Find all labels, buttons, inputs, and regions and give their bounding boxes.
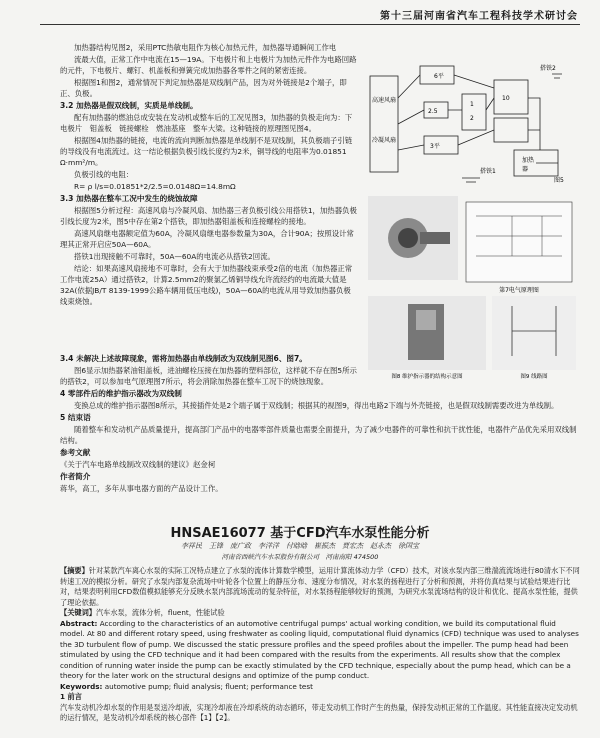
section-heading: 5 结束语 (60, 413, 91, 422)
page-header (0, 0, 600, 28)
keywords-en-label: Keywords: (60, 681, 103, 691)
figure-5-caption: 图5 (554, 177, 564, 184)
paragraph: 根据图5分析过程：高速风扇与冷凝风扇、加热器三者负极引线公用搭铁1，加热器负极引线长度为2米，图5中存在第2个搭铁，即加热器钼盖板和连接螺栓的接地。 (60, 206, 357, 226)
abstract-cn-label: 【摘要】 (60, 566, 89, 575)
paragraph: 根据图1和图2，通常情况下判定加热器是双线制产品，因为对外链接是2个端子，即正、负极。 (60, 78, 347, 98)
paragraph: 变换总成的维护指示器图8所示，其接插件处是2个端子属于双线制；根据其的视图9，得出电路2下端与外壳链接，也是假双线制需要改进为单线制。 (74, 401, 559, 410)
fuse-label: 2.5 (428, 108, 438, 115)
paragraph: 负极引线的电阻： (74, 170, 134, 179)
formula: R= ρ l/s=0.01851*2/2.5=0.0148Ω=14.8mΩ (74, 182, 236, 191)
intro-heading: 1 前言 (60, 692, 82, 701)
section-heading: 3.3 加热器在整车工况中发生的烧蚀故障 (60, 194, 198, 203)
paragraph: 随着整车和发动机产品质量提升，提高部门产品中的电器零部件质量也需要全面提升，为了减少电器件的可靠性和抗干扰性能，电器件产品优先采用双线制结构。 (60, 425, 577, 445)
relay-terminal-b: 2 (470, 115, 474, 122)
figure-9-caption: 图9 线路图 (520, 374, 548, 380)
abstract-block (60, 566, 580, 724)
paragraph: 流最大值，正常工作中电流在15—19A。下电极片和上电极片为加热元件作为电路回路的元件，下电极片、螺钉、机盖板和弹簧完成加热器各零件之间的紧密连接。 (60, 55, 357, 75)
paper-authors: 李祥民 王锋 庞广政 李洋洋 付晗晗 崔振杰 贾宏杰 赵永杰 徐国宝 (181, 542, 419, 550)
section-heading: 4 零部件后的维护指示器改为双线制 (60, 389, 182, 398)
left-column-text (60, 42, 358, 308)
abstract-cn (60, 566, 580, 608)
author-bio-heading: 作者简介 (60, 472, 91, 481)
figure-7-schematic (462, 196, 576, 296)
reference-item: 《关于汽车电路单线制改双线制的建议》赵金柯 (60, 460, 216, 469)
paper-affiliation: 河南省西峡汽车水泵股份有限公司 河南南阳 474500 (221, 553, 379, 561)
relay-6-label: 6平 (434, 73, 444, 80)
keywords-en-text: automotive pump; fluid analysis; fluent; performance test (104, 681, 313, 691)
section-heading: 3.4 未解决上述故障现象，需将加热器由单线制改为双线制见图6、图7。 (60, 354, 307, 363)
author-bio: 蒋华，高工，多年从事电器方面的产品设计工作。 (60, 484, 223, 493)
references-heading: 参考文献 (60, 448, 91, 457)
ground-1-label: 搭铁1 (480, 168, 496, 175)
heater-label: 加热 (522, 157, 535, 164)
figure-6-heater-photo (368, 196, 458, 280)
figure-8-caption: 图8 维护指示器的结构示意图 (391, 374, 463, 380)
paragraph: 加热器结构见图2，采用PTC热敏电阻作为核心加热元件，加热器导通瞬间工作电 (74, 43, 337, 52)
paper-title: HNSAE16077 基于CFD汽车水泵性能分析 (170, 526, 430, 541)
paragraph: 高速风扇继电器额定值为60A，冷凝风扇继电器参数量为30A，合计90A；按照设计常理其正常开启应50A—60A。 (60, 229, 354, 249)
figure-7-caption: 第7电气原理图 (499, 287, 539, 294)
abstract-en (60, 619, 580, 682)
relay-terminal-c: 10 (502, 95, 510, 102)
keywords-cn-label: 【关键词】 (60, 608, 96, 617)
abstract-en-text: According to the characteristics of an automotive centrifugal pumps' actual working condition, we build its computational fluid model. At 80 and different rotary speed, using freshwater as cooling liquid, computational fluid dynamics (CFD) technique was used to analyses the 3D turbulent flow of pump. We discussed the static pressure profiles and the speed profiles about the impeller. The pump head had been stimulated by using the CFD technique and it had been compared with the results from the experiments. All results show that the complex condition of running water inside the pump can be exactly stimulated by the CFD technique, especially about the pump head, which can be a theory for the later work on the structural designs and optimize of the pump conduct. (60, 618, 579, 680)
conference-title: 第十三届河南省汽车工程科技学术研讨会 (380, 11, 578, 22)
keywords-en (60, 682, 580, 693)
ground-2-label: 搭铁2 (540, 65, 556, 72)
header-rule (40, 24, 580, 25)
keywords-cn-text: 汽车水泵，流体分析，fluent，性能试验 (95, 608, 225, 617)
relay-3-label: 3平 (430, 143, 440, 150)
paragraph: 根据图4加热器的链接，电流的流向判断加热器是单线制不是双线制，其负极端子引链的导线没有电流流过。这一结论根据负极引线长度约为2米，铜导线的电阻率为0.01851 Ω·mm²/m。 (60, 136, 353, 167)
abstract-cn-text: 针对某款汽车离心水泵的实际工况特点建立了水泵的流体计算数学模型，运用计算流体动力学（CFD）技术，对该水泵内部三维湍流流场进行80清水下不同转速工况的模拟分析。研究了水泵内部复杂流场中叶轮各个位置上的静压分布、速度分布情况，对水泵的扬程进行了分析和预测，并将仿真结果与试验结果进行比对，结果表明利用CFD数值模拟能够充分反映水泵内部流场流动的复杂特征，对水泵扬程能够较好的预测，为研究水泵流场结构的设计和优化、提高水泵性能，提供了理论依据。 (60, 566, 580, 607)
lower-body-text (60, 352, 580, 494)
paragraph: 结论：如果高速风扇接地不可靠时，会有大于加热器线束承受2倍的电流（加热器正常工作电流25A）通过搭铁2，计算2.5mm2的聚氯乙烯铜导线允许流经约的电流最大值是32A(依据JB/T 8139-1999公路车辆用低压电线)，50A—60A的电流从用导致加热器负极线束烧蚀。 (60, 264, 353, 306)
paragraph: 搭铁1出现接触不可靠时，50A—60A的电流必从搭铁2回流。 (74, 252, 275, 261)
condenser-fan-label: 冷凝风扇 (372, 137, 397, 144)
relay-terminal-a: 1 (470, 101, 474, 108)
abstract-en-label: Abstract: (60, 618, 98, 628)
keywords-cn (60, 608, 580, 619)
intro-text: 汽车发动机冷却水泵的作用是泵送冷却液，实现冷却液在冷却系统的动态循环，带走发动机工作时产生的热量，保持发动机正常的工作温度。其性能直接决定发动机的运行情况，是发动机冷却系统的核心部件【1】【2】。 (60, 702, 578, 722)
heater-label-2: 器 (522, 166, 529, 173)
high-speed-fan-label: 高速风扇 (372, 97, 397, 104)
paragraph: 配有加热器的燃油总成安装在发动机或整车后的工况见图3，加热器的负极走向为：下电极片 钼盖板 链接螺栓 燃油基座 整车大梁。这种链接的原理图见图4。 (60, 113, 353, 133)
section-heading: 3.2 加热器是假双线制，实质是单线制。 (60, 101, 198, 110)
paragraph: 图6显示加热器紧油钼盖板，进油螺栓压接在加热器的塑料部位，这样就不存在图5所示的搭铁2，可以参加电气原理图7所示，将会消除加热器在整车工况下的烧蚀现象。 (60, 366, 357, 386)
figure-5-circuit-diagram (362, 58, 576, 188)
